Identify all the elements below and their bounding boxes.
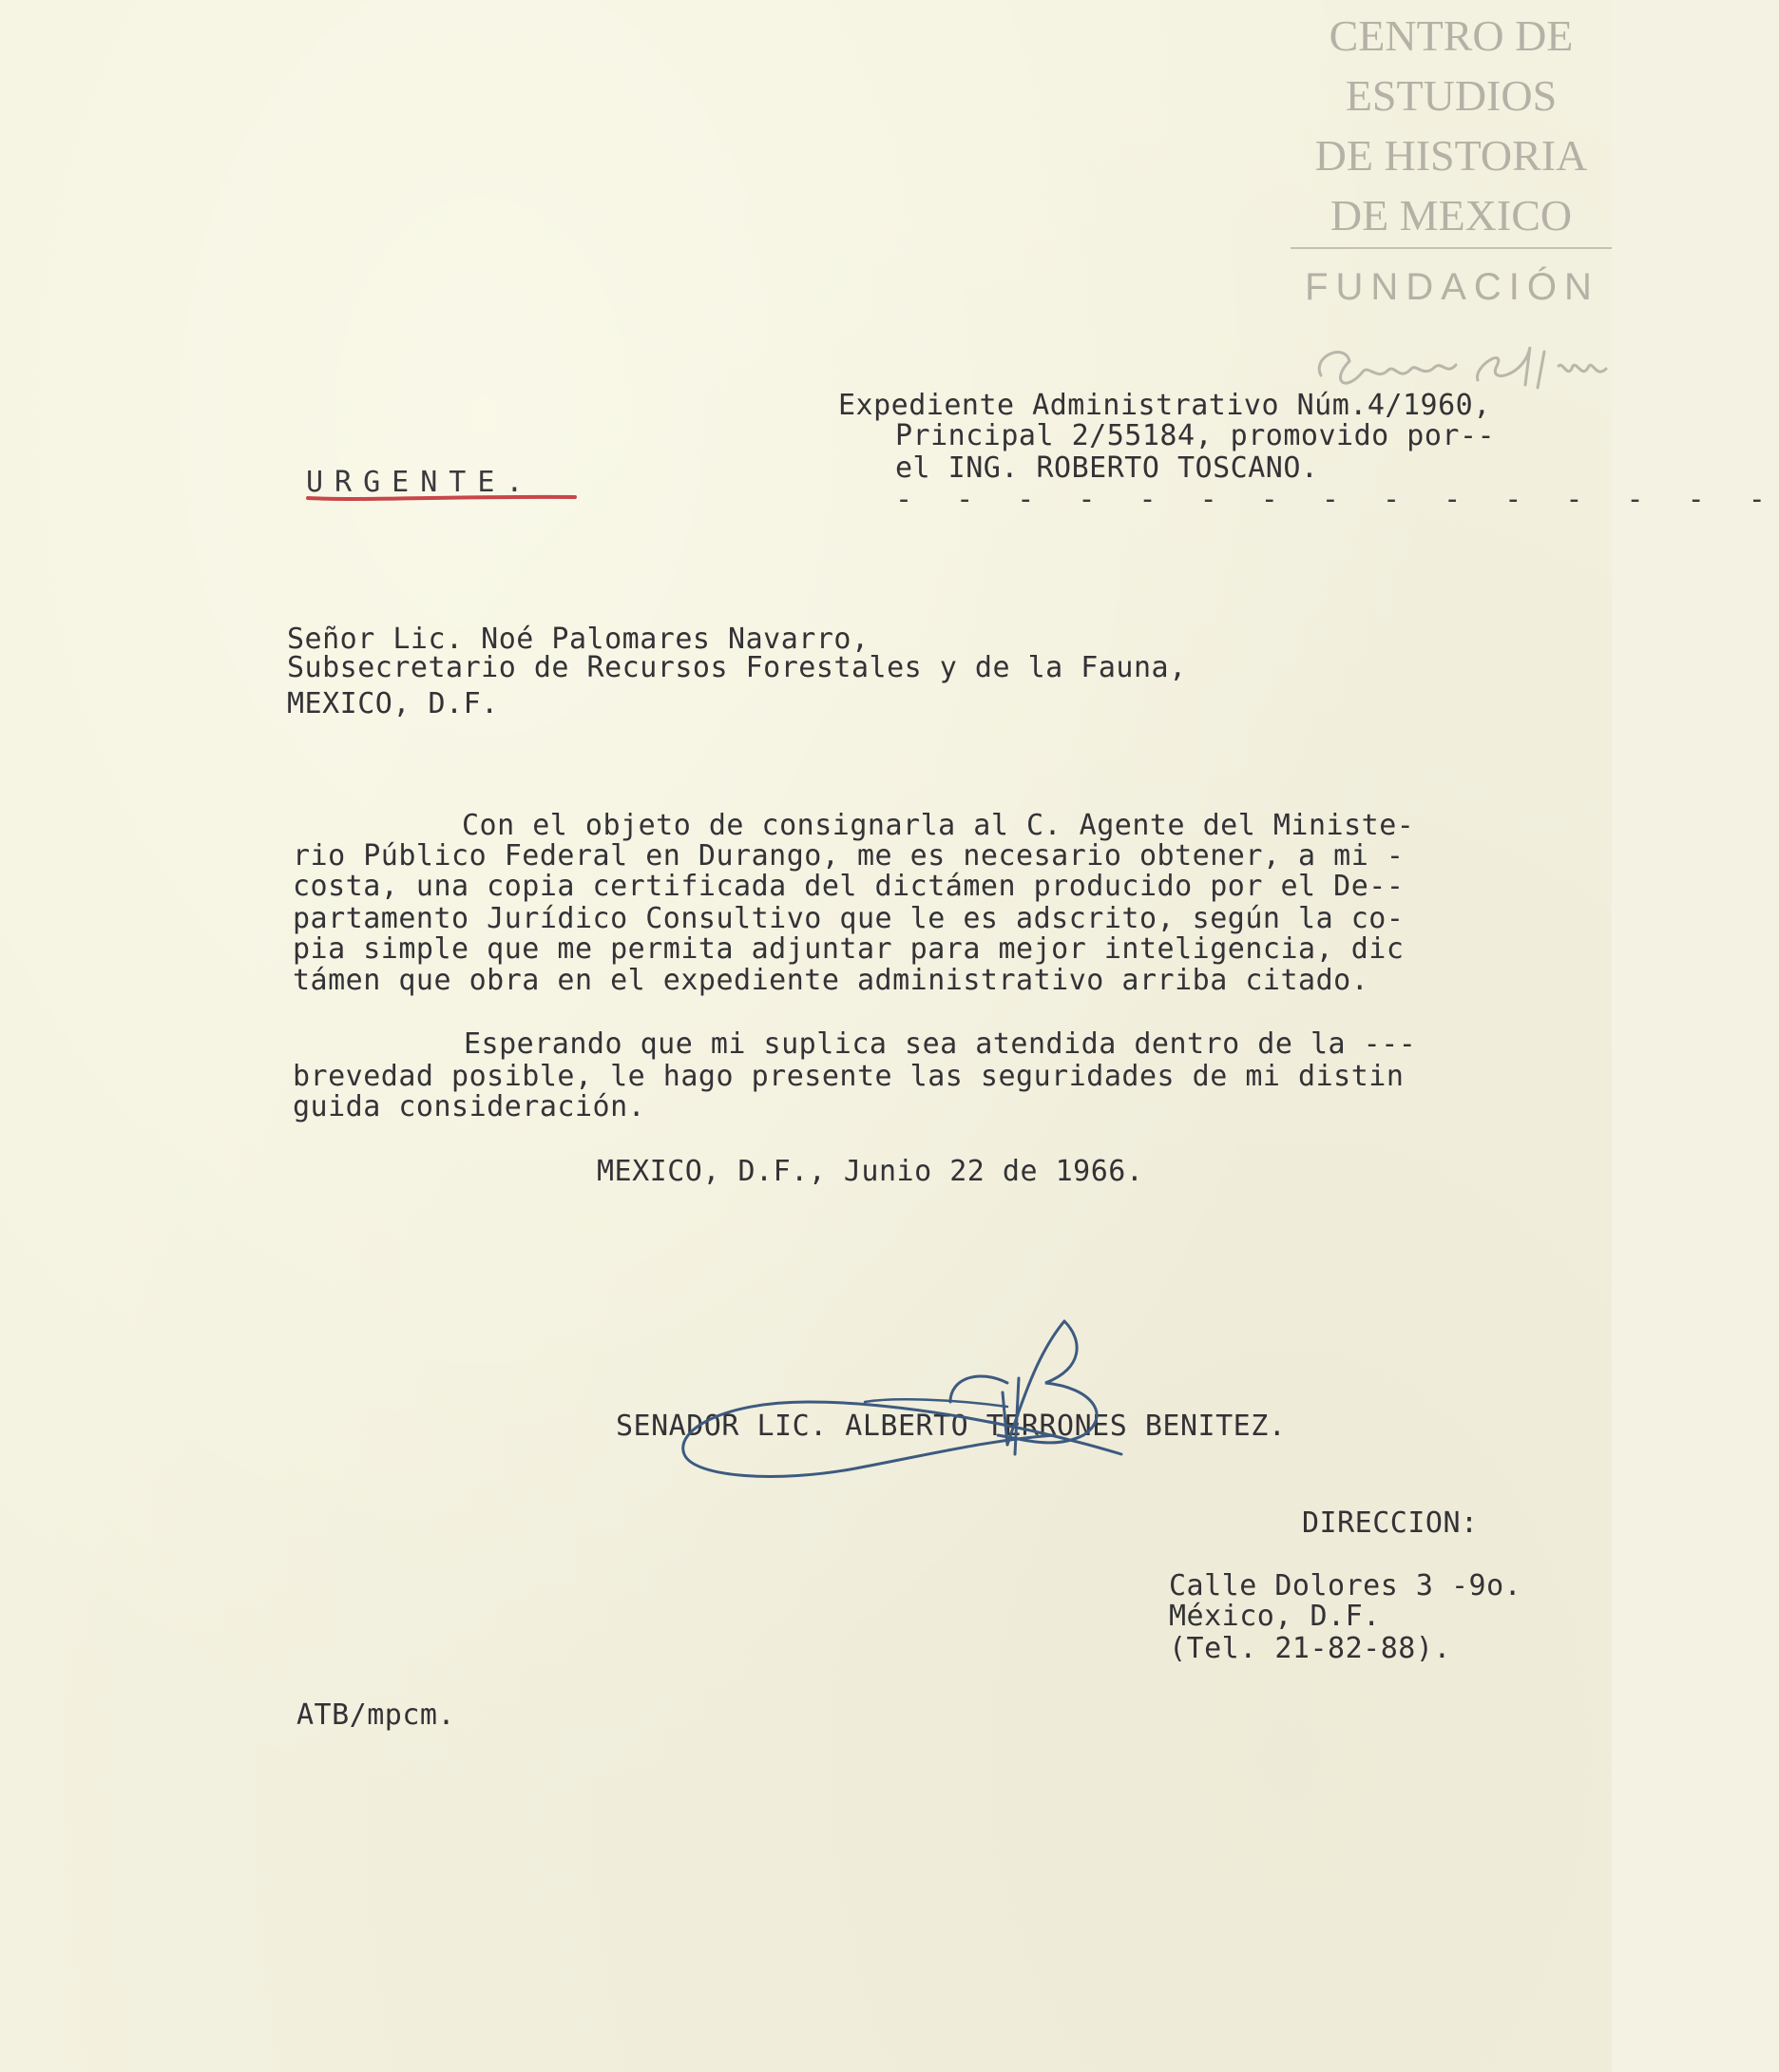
address-line: México, D.F. (1169, 1600, 1381, 1633)
archive-watermark (1291, 6, 1612, 245)
address-line: (Tel. 21-82-88). (1169, 1632, 1451, 1665)
dash-rule: - - - - - - - - - - - - - - - (895, 483, 1779, 516)
red-underline (306, 494, 577, 502)
body-line: guida consideración. (293, 1090, 646, 1123)
watermark-line: DE HISTORIA (1314, 131, 1588, 180)
watermark-foundation: FUNDACIÓN (1305, 266, 1599, 308)
body-line: Con el objeto de consignarla al C. Agente del Ministe- (462, 809, 1415, 842)
reference-line: el ING. ROBERTO TOSCANO. (895, 451, 1319, 485)
address-line: Calle Dolores 3 -9o. (1169, 1569, 1522, 1602)
handwritten-signature (665, 1312, 1159, 1502)
signer-name: SENADOR LIC. ALBERTO TERRONES BENITEZ. (616, 1410, 1287, 1443)
reference-line: Expediente Administrativo Núm.4/1960, (838, 389, 1491, 422)
urgent-label: URGENTE. (306, 466, 535, 499)
addressee-line: MEXICO, D.F. (287, 687, 499, 720)
addressee-line: Subsecretario de Recursos Forestales y de la Fauna, (287, 651, 1187, 684)
body-line: rio Público Federal en Durango, me es necesario obtener, a mi - (293, 839, 1405, 873)
body-line: támen que obra en el expediente administrativo arriba citado. (293, 964, 1369, 997)
body-line: partamento Jurídico Consultivo que le es adscrito, según la co- (293, 902, 1405, 935)
reference-line: Principal 2/55184, promovido por-- (895, 419, 1496, 452)
body-line: Esperando que mi suplica sea atendida dentro de la --- (464, 1027, 1417, 1061)
date-line: MEXICO, D.F., Junio 22 de 1966. (597, 1155, 1144, 1188)
watermark-line: CENTRO DE (1329, 11, 1574, 60)
body-line: brevedad posible, le hago presente las seguridades de mi distin (293, 1060, 1405, 1093)
reference-initials: ATB/mpcm. (296, 1698, 456, 1732)
watermark-line: DE MEXICO (1329, 191, 1573, 240)
body-line: pia simple que me permita adjuntar para mejor inteligencia, dic (293, 932, 1405, 966)
address-heading: DIRECCION: (1302, 1506, 1479, 1540)
watermark-line: ESTUDIOS (1345, 71, 1558, 120)
addressee-line: Señor Lic. Noé Palomares Navarro, (287, 623, 870, 656)
watermark-divider (1291, 247, 1612, 249)
body-line: costa, una copia certificada del dictámen producido por el De-- (293, 870, 1405, 903)
